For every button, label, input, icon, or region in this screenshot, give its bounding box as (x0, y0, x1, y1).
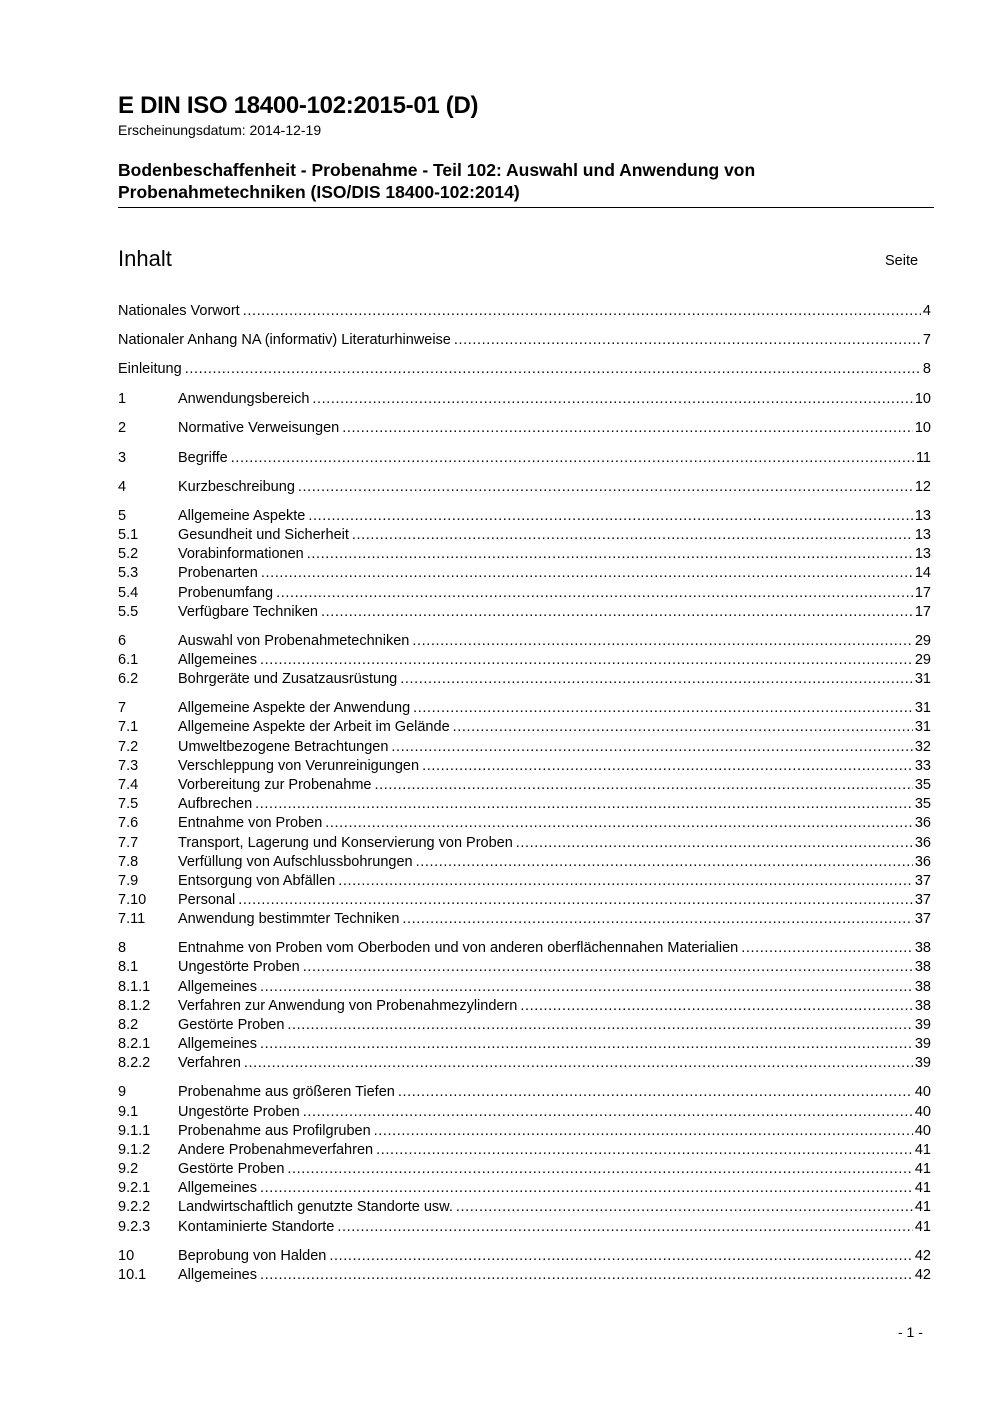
toc-entry-page: 35 (914, 796, 931, 812)
toc-entry-number: 5.1 (118, 527, 139, 543)
toc-entry-leader-line (178, 776, 931, 795)
toc-entry-number: 7 (118, 700, 127, 716)
toc-entry-title: Allgemeines (178, 651, 260, 670)
toc-entry[interactable] (118, 1160, 931, 1179)
toc-entry-leader-line (118, 360, 931, 379)
toc-entry[interactable] (118, 603, 931, 622)
dot-leader (416, 853, 913, 872)
toc-entry-number: 6.1 (118, 652, 139, 668)
toc-entry-title: Einleitung (118, 360, 185, 379)
dot-leader (352, 526, 913, 545)
dot-leader (456, 1198, 913, 1217)
toc-entry-title: Verschleppung von Verunreinigungen (178, 757, 422, 776)
document-title (118, 159, 938, 203)
toc-entry-title: Allgemeine Aspekte (178, 507, 308, 526)
toc-entry-page: 11 (915, 450, 931, 466)
toc-entry-page: 36 (914, 854, 931, 870)
toc-entry-number: 3 (118, 450, 127, 466)
dot-leader (231, 449, 914, 468)
dot-leader (260, 1266, 913, 1285)
toc-entry[interactable] (118, 795, 931, 814)
toc-entry-page: 41 (914, 1161, 931, 1177)
toc-entry[interactable] (118, 651, 931, 670)
toc-entry[interactable] (118, 302, 931, 321)
dot-leader (307, 545, 913, 564)
dot-leader (337, 1218, 912, 1237)
toc-entry-page: 13 (914, 546, 931, 562)
toc-entry-page: 38 (914, 959, 931, 975)
dot-leader (298, 478, 913, 497)
toc-entry-leader-line (178, 603, 931, 622)
toc-entry-page: 29 (914, 652, 931, 668)
toc-entry-title: Nationales Vorwort (118, 302, 243, 321)
toc-entry-title: Personal (178, 891, 238, 910)
toc-entry-leader-line (178, 526, 931, 545)
dot-leader (260, 978, 913, 997)
toc-entry-number: 6 (118, 633, 127, 649)
toc-entry-page: 31 (914, 719, 931, 735)
toc-entry-leader-line (178, 1141, 931, 1160)
dot-leader (376, 1141, 913, 1160)
toc-entry[interactable] (118, 939, 931, 958)
toc-entry-page: 42 (914, 1267, 931, 1283)
toc-entry-number: 9.1 (118, 1104, 139, 1120)
toc-entry-leader-line (178, 545, 931, 564)
dot-leader (244, 1054, 913, 1073)
toc-entry-leader-line (178, 670, 931, 689)
dot-leader (342, 419, 913, 438)
toc-entry-number: 4 (118, 479, 127, 495)
toc-entry[interactable] (118, 1218, 931, 1237)
toc-entry-leader-line (178, 1054, 931, 1073)
dot-leader (325, 814, 913, 833)
toc-entry-page: 37 (914, 892, 931, 908)
toc-entry-leader-line (178, 795, 931, 814)
toc-entry[interactable] (118, 1083, 931, 1102)
toc-entry[interactable] (118, 718, 931, 737)
toc-heading: Inhalt (118, 246, 172, 271)
toc-entry[interactable] (118, 449, 931, 468)
toc-entry-leader-line (178, 390, 931, 409)
toc-entry-page: 36 (914, 815, 931, 831)
toc-entry-page: 14 (914, 565, 931, 581)
toc-entry-title: Transport, Lagerung und Konservierung von Proben (178, 834, 516, 853)
toc-entry[interactable] (118, 478, 931, 497)
toc-entry-title: Vorbereitung zur Probenahme (178, 776, 374, 795)
toc-entry-page: 7 (922, 332, 931, 348)
dot-leader (243, 302, 921, 321)
dot-leader (287, 1160, 912, 1179)
toc-entry-leader-line (118, 331, 931, 350)
toc-entry[interactable] (118, 564, 931, 583)
toc-entry-title: Verfüllung von Aufschlussbohrungen (178, 853, 416, 872)
toc-entry[interactable] (118, 1141, 931, 1160)
toc-entry-leader-line (178, 738, 931, 757)
dot-leader (454, 331, 921, 350)
toc-entry[interactable] (118, 390, 931, 409)
toc-entry-leader-line (178, 814, 931, 833)
toc-entry-number: 5 (118, 508, 127, 524)
toc-entry-number: 9 (118, 1084, 127, 1100)
toc-entry[interactable] (118, 834, 931, 853)
toc-entry[interactable] (118, 1016, 931, 1035)
toc-entry[interactable] (118, 670, 931, 689)
toc-entry[interactable] (118, 632, 931, 651)
document-id: E DIN ISO 18400-102:2015-01 (D) (118, 92, 479, 119)
toc-entry-leader-line (178, 834, 931, 853)
toc-entry-number: 8.1.1 (118, 979, 151, 995)
toc-entry[interactable] (118, 910, 931, 929)
toc-entry-number: 5.3 (118, 565, 139, 581)
toc-entry-leader-line (178, 958, 931, 977)
title-divider (118, 207, 934, 208)
toc-entry-leader-line (178, 997, 931, 1016)
dot-leader (329, 1247, 913, 1266)
toc-entry[interactable] (118, 1054, 931, 1073)
toc-entry-number: 8 (118, 940, 127, 956)
toc-entry-leader-line (178, 584, 931, 603)
dot-leader (402, 910, 912, 929)
toc-entry-number: 6.2 (118, 671, 139, 687)
toc-entry-number: 8.1.2 (118, 998, 151, 1014)
toc-entry-page: 38 (914, 940, 931, 956)
toc-entry-leader-line (178, 419, 931, 438)
toc-entry-title: Auswahl von Probenahmetechniken (178, 632, 412, 651)
toc-entry-number: 7.5 (118, 796, 139, 812)
toc-entry[interactable] (118, 958, 931, 977)
toc-entry-page: 17 (914, 585, 931, 601)
dot-leader (276, 584, 913, 603)
toc-entry-page: 17 (914, 604, 931, 620)
toc-entry-number: 5.5 (118, 604, 139, 620)
dot-leader (185, 360, 921, 379)
toc-entry-page: 12 (914, 479, 931, 495)
toc-entry-number: 5.4 (118, 585, 139, 601)
toc-entry-page: 40 (914, 1084, 931, 1100)
toc-entry-page: 41 (914, 1219, 931, 1235)
toc-entry-page: 37 (914, 873, 931, 889)
toc-entry[interactable] (118, 1179, 931, 1198)
toc-entry-leader-line (178, 632, 931, 651)
dot-leader (413, 699, 913, 718)
toc-entry-title: Probenumfang (178, 584, 276, 603)
toc-entry-page: 31 (914, 700, 931, 716)
toc-entry-title: Anwendung bestimmter Techniken (178, 910, 402, 929)
toc-entry-title: Verfahren zur Anwendung von Probenahmezylindern (178, 997, 520, 1016)
toc-entry-leader-line (178, 449, 931, 468)
toc-entry-title: Gestörte Proben (178, 1160, 287, 1179)
toc-entry-title: Umweltbezogene Betrachtungen (178, 738, 391, 757)
toc-entry-title: Allgemeines (178, 1266, 260, 1285)
toc-entry-number: 8.2.1 (118, 1036, 151, 1052)
toc-entry-title: Nationaler Anhang NA (informativ) Literaturhinweise (118, 331, 454, 350)
toc-entry-page: 10 (914, 391, 931, 407)
dot-leader (374, 776, 912, 795)
toc-entry-title: Gesundheit und Sicherheit (178, 526, 352, 545)
dot-leader (412, 632, 913, 651)
toc-entry-title: Vorabinformationen (178, 545, 307, 564)
toc-entry-number: 7.1 (118, 719, 139, 735)
toc-entry-number: 7.4 (118, 777, 139, 793)
toc-entry-title: Kurzbeschreibung (178, 478, 298, 497)
toc-entry-page: 38 (914, 979, 931, 995)
toc-entry-number: 7.6 (118, 815, 139, 831)
publication-date: Erscheinungsdatum: 2014-12-19 (118, 122, 322, 138)
toc-entry-number: 10.1 (118, 1267, 147, 1283)
toc-page-column-label: Seite (885, 253, 919, 269)
toc-entry[interactable] (118, 738, 931, 757)
toc-entry-number: 1 (118, 391, 127, 407)
toc-entry-title: Allgemeines (178, 1179, 260, 1198)
toc-entry-page: 38 (914, 998, 931, 1014)
toc-entry-number: 5.2 (118, 546, 139, 562)
toc-entry[interactable] (118, 853, 931, 872)
toc-entry-title: Probenahme aus größeren Tiefen (178, 1083, 398, 1102)
toc-entry-leader-line (178, 853, 931, 872)
toc-entry[interactable] (118, 978, 931, 997)
toc-entry-page: 8 (922, 361, 931, 377)
toc-entry-leader-line (178, 651, 931, 670)
toc-entry-leader-line (178, 910, 931, 929)
toc-entry-number: 7.9 (118, 873, 139, 889)
toc-entry-number: 7.3 (118, 758, 139, 774)
toc-entry-leader-line (178, 1266, 931, 1285)
toc-entry-page: 10 (914, 420, 931, 436)
toc-entry-leader-line (178, 1160, 931, 1179)
toc-entry-title: Allgemeines (178, 1035, 260, 1054)
toc-entry-number: 9.2.3 (118, 1219, 151, 1235)
toc-entry[interactable] (118, 814, 931, 833)
toc-entry-number: 7.7 (118, 835, 139, 851)
toc-entry-page: 41 (914, 1180, 931, 1196)
dot-leader (400, 670, 913, 689)
toc-entry[interactable] (118, 331, 931, 350)
toc-entry-leader-line (178, 507, 931, 526)
dot-leader (321, 603, 913, 622)
toc-entry[interactable] (118, 419, 931, 438)
document-title-line-1: Bodenbeschaffenheit - Probenahme - Teil 102: Auswahl und Anwendung von (118, 160, 756, 180)
toc-entry-title: Allgemeine Aspekte der Arbeit im Gelände (178, 718, 453, 737)
dot-leader (516, 834, 913, 853)
toc-entry-page: 40 (914, 1104, 931, 1120)
page-number: - 1 - (898, 1324, 923, 1340)
toc-entry-page: 41 (914, 1199, 931, 1215)
toc-entry-page: 33 (914, 758, 931, 774)
toc-entry-number: 8.1 (118, 959, 139, 975)
toc-entry-leader-line (178, 718, 931, 737)
toc-entry-leader-line (178, 1247, 931, 1266)
toc-entry-title: Allgemeine Aspekte der Anwendung (178, 699, 413, 718)
toc-entry-leader-line (178, 891, 931, 910)
dot-leader (391, 738, 912, 757)
toc-entry-number: 9.2 (118, 1161, 139, 1177)
toc-entry-leader-line (178, 1103, 931, 1122)
dot-leader (287, 1016, 912, 1035)
toc-entry-title: Entnahme von Proben vom Oberboden und von anderen oberflächennahen Materialien (178, 939, 741, 958)
dot-leader (303, 1103, 913, 1122)
toc-entry[interactable] (118, 526, 931, 545)
toc-entry-number: 2 (118, 420, 127, 436)
toc-entry[interactable] (118, 1247, 931, 1266)
toc-entry-title: Kontaminierte Standorte (178, 1218, 337, 1237)
toc-entry-page: 35 (914, 777, 931, 793)
dot-leader (261, 564, 913, 583)
toc-entry[interactable] (118, 872, 931, 891)
toc-entry[interactable] (118, 1122, 931, 1141)
toc-entry[interactable] (118, 1035, 931, 1054)
toc-entry-page: 41 (914, 1142, 931, 1158)
toc-entry-title: Ungestörte Proben (178, 1103, 303, 1122)
toc-entry-page: 39 (914, 1055, 931, 1071)
toc-entry[interactable] (118, 757, 931, 776)
toc-entry-leader-line (178, 1035, 931, 1054)
toc-entry[interactable] (118, 545, 931, 564)
toc-entry-page: 29 (914, 633, 931, 649)
toc-entry-page: 37 (914, 911, 931, 927)
toc-entry-page: 32 (914, 739, 931, 755)
toc-entry-title: Aufbrechen (178, 795, 255, 814)
toc-entry[interactable] (118, 507, 931, 526)
dot-leader (338, 872, 913, 891)
toc-entry-title: Landwirtschaftlich genutzte Standorte usw. (178, 1198, 456, 1217)
toc-entry-number: 7.8 (118, 854, 139, 870)
toc-entry-leader-line (178, 757, 931, 776)
toc-entry-leader-line (178, 1016, 931, 1035)
dot-leader (238, 891, 913, 910)
toc-entry-leader-line (178, 1179, 931, 1198)
document-title-line-2: Probenahmetechniken (ISO/DIS 18400-102:2014) (118, 182, 520, 202)
toc-entry-leader-line (178, 939, 931, 958)
toc-entry-number: 8.2.2 (118, 1055, 151, 1071)
toc-entry-page: 4 (922, 303, 931, 319)
toc-entry[interactable] (118, 1198, 931, 1217)
dot-leader (422, 757, 913, 776)
toc-entry-leader-line (178, 1083, 931, 1102)
toc-entry-leader-line (178, 699, 931, 718)
toc-entry-leader-line (178, 1218, 931, 1237)
toc-entry-title: Beprobung von Halden (178, 1247, 329, 1266)
toc-entry[interactable] (118, 360, 931, 379)
toc-entry-title: Entnahme von Proben (178, 814, 325, 833)
dot-leader (453, 718, 913, 737)
toc-entry-number: 9.1.1 (118, 1123, 151, 1139)
toc-entry-leader-line (178, 1122, 931, 1141)
dot-leader (520, 997, 912, 1016)
toc-entry-title: Entsorgung von Abfällen (178, 872, 338, 891)
toc-entry-page: 13 (914, 527, 931, 543)
toc-entry[interactable] (118, 891, 931, 910)
toc-entry-title: Ungestörte Proben (178, 958, 303, 977)
toc-entry-leader-line (118, 302, 931, 321)
toc-entry-title: Probenahme aus Profilgruben (178, 1122, 374, 1141)
toc-entry[interactable] (118, 1266, 931, 1285)
toc-entry-page: 36 (914, 835, 931, 851)
toc-entry[interactable] (118, 584, 931, 603)
toc-entry-title: Verfügbare Techniken (178, 603, 321, 622)
dot-leader (741, 939, 913, 958)
toc-entry[interactable] (118, 997, 931, 1016)
toc-entry-page: 13 (914, 508, 931, 524)
toc-entry[interactable] (118, 1103, 931, 1122)
dot-leader (260, 1179, 913, 1198)
dot-leader (398, 1083, 913, 1102)
toc-entry-page: 42 (914, 1248, 931, 1264)
toc-entry-title: Allgemeines (178, 978, 260, 997)
toc-entry-number: 10 (118, 1248, 135, 1264)
toc-entry-title: Probenarten (178, 564, 261, 583)
toc-entry-leader-line (178, 478, 931, 497)
toc-entry-leader-line (178, 978, 931, 997)
toc-entry-title: Normative Verweisungen (178, 419, 342, 438)
toc-entry-title: Begriffe (178, 449, 231, 468)
toc-entry-number: 9.1.2 (118, 1142, 151, 1158)
toc-entry-page: 39 (914, 1017, 931, 1033)
toc-entry-title: Anwendungsbereich (178, 390, 312, 409)
toc-entry-leader-line (178, 1198, 931, 1217)
toc-entry-title: Verfahren (178, 1054, 244, 1073)
toc-entry-page: 39 (914, 1036, 931, 1052)
toc-entry-number: 8.2 (118, 1017, 139, 1033)
dot-leader (312, 390, 912, 409)
toc-entry-title: Gestörte Proben (178, 1016, 287, 1035)
dot-leader (255, 795, 913, 814)
dot-leader (308, 507, 913, 526)
toc-entry-number: 9.2.2 (118, 1199, 151, 1215)
toc-entry-number: 7.11 (118, 911, 146, 927)
dot-leader (374, 1122, 913, 1141)
toc-entry-page: 40 (914, 1123, 931, 1139)
toc-entry-page: 31 (914, 671, 931, 687)
toc-entry-number: 9.2.1 (118, 1180, 151, 1196)
toc-entry-leader-line (178, 564, 931, 583)
toc-entry-title: Andere Probenahmeverfahren (178, 1141, 376, 1160)
dot-leader (260, 651, 913, 670)
toc-entry[interactable] (118, 776, 931, 795)
toc-entry-number: 7.10 (118, 892, 147, 908)
dot-leader (303, 958, 913, 977)
toc-entry-leader-line (178, 872, 931, 891)
toc-entry-title: Bohrgeräte und Zusatzausrüstung (178, 670, 400, 689)
toc-entry[interactable] (118, 699, 931, 718)
toc-entry-number: 7.2 (118, 739, 139, 755)
dot-leader (260, 1035, 913, 1054)
